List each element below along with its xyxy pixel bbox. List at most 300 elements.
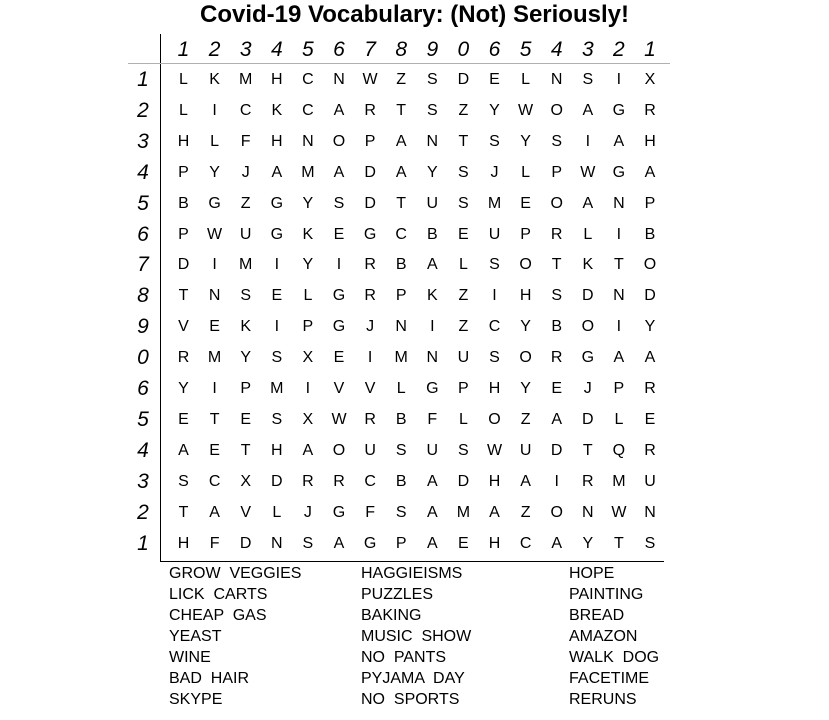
grid-letter: I	[616, 318, 622, 336]
grid-letter: C	[488, 318, 501, 336]
grid-letter: N	[426, 132, 439, 150]
column-header: 9	[426, 38, 439, 61]
grid-letter: T	[614, 256, 624, 274]
grid-letter: B	[644, 225, 656, 243]
grid-letter: Y	[302, 194, 314, 212]
grid-letter: V	[333, 380, 345, 397]
grid-letter: H	[644, 132, 656, 150]
row-header: 0	[137, 346, 149, 370]
column-header: 1	[177, 38, 190, 61]
grid-letter: E	[458, 534, 469, 552]
grid-letter: L	[521, 71, 531, 88]
row-header: 4	[137, 160, 149, 184]
grid-letter: H	[271, 132, 283, 150]
column-header: 6	[333, 38, 345, 61]
grid-letter: S	[551, 287, 563, 305]
grid-letter: A	[551, 534, 563, 552]
grid-letter: P	[364, 132, 376, 150]
grid-letter: U	[426, 441, 439, 459]
grid-letter: Z	[520, 410, 531, 428]
grid-letter: G	[270, 225, 284, 243]
grid-letter: M	[487, 194, 502, 212]
grid-letter: C	[208, 472, 221, 490]
grid-letter: S	[551, 132, 563, 150]
grid-letter: G	[426, 380, 439, 397]
grid-letter: G	[208, 194, 221, 212]
grid-letter: V	[364, 380, 376, 397]
grid-letter: O	[332, 132, 346, 150]
word-list-item: YEAST	[169, 628, 222, 645]
grid-letter: N	[550, 71, 563, 88]
grid-letter: O	[550, 101, 563, 119]
grid-letter: E	[644, 410, 656, 428]
grid-letter: Y	[302, 256, 314, 274]
grid-letter: I	[492, 287, 497, 305]
grid-letter: U	[457, 349, 470, 367]
grid-letter: K	[302, 225, 314, 243]
word-list-item: AMAZON	[569, 628, 638, 645]
grid-letter: W	[611, 503, 627, 521]
grid-letter: P	[551, 163, 563, 181]
grid-letter: A	[644, 163, 656, 181]
grid-letter: R	[582, 472, 594, 490]
grid-letter: Y	[520, 132, 531, 150]
grid-letter: A	[271, 163, 283, 181]
grid-letter: S	[458, 194, 469, 212]
word-list-item: LICK CARTS	[169, 586, 268, 603]
grid-letter: R	[302, 472, 314, 490]
grid-letter: R	[364, 410, 376, 428]
grid-letter: M	[207, 349, 222, 367]
grid-letter: S	[582, 71, 594, 88]
grid-letter: C	[302, 101, 314, 119]
grid-letter: L	[521, 163, 531, 181]
grid-letter: Z	[458, 287, 469, 305]
grid-letter: X	[302, 410, 314, 428]
grid-letter: I	[274, 256, 280, 274]
grid-letter: A	[395, 163, 407, 181]
grid-letter: A	[426, 256, 438, 274]
grid-letter: B	[395, 410, 407, 428]
grid-letter: L	[179, 101, 188, 119]
word-list-item: PAINTING	[569, 586, 644, 603]
grid-letter: Y	[644, 318, 656, 336]
grid-letter: S	[426, 101, 438, 119]
grid-letter: N	[395, 318, 407, 336]
grid-vertical-rule	[160, 34, 161, 562]
grid-letter: E	[333, 225, 345, 243]
column-header: 4	[550, 38, 563, 61]
grid-letter: I	[212, 256, 217, 274]
grid-letter: C	[302, 71, 314, 88]
column-header: 5	[519, 38, 532, 61]
grid-letter: W	[486, 441, 503, 459]
grid-letter: A	[644, 349, 656, 367]
grid-letter: K	[582, 256, 594, 274]
grid-letter: Y	[209, 163, 220, 181]
grid-letter: S	[489, 256, 500, 274]
grid-letter: J	[490, 163, 499, 181]
grid-letter: E	[520, 194, 531, 212]
grid-letter: A	[333, 534, 345, 552]
grid-letter: E	[209, 318, 220, 336]
grid-letter: V	[240, 503, 252, 521]
grid-letter: C	[519, 534, 532, 552]
grid-letter: I	[274, 318, 280, 336]
grid-letter: R	[333, 472, 345, 490]
row-header: 8	[137, 284, 149, 308]
grid-letter: D	[271, 472, 283, 490]
grid-letter: A	[613, 349, 625, 367]
grid-letter: N	[333, 71, 345, 88]
grid-letter: D	[644, 287, 656, 305]
grid-letter: D	[582, 287, 594, 305]
word-list-item: HOPE	[569, 565, 615, 582]
grid-letter: D	[177, 256, 190, 274]
grid-letter: U	[239, 225, 252, 243]
grid-letter: N	[271, 534, 283, 552]
grid-letter: D	[364, 194, 376, 212]
row-header: 6	[137, 377, 149, 400]
grid-letter: Y	[520, 318, 531, 336]
grid-letter: R	[550, 349, 563, 367]
grid-letter: P	[178, 163, 189, 181]
grid-letter: M	[394, 349, 408, 367]
grid-letter: I	[585, 132, 591, 150]
grid-letter: S	[458, 441, 469, 459]
grid-letter: I	[430, 318, 435, 336]
grid-letter: J	[366, 318, 375, 336]
grid-letter: Z	[458, 318, 469, 336]
grid-letter: F	[427, 410, 438, 428]
grid-letter: A	[582, 101, 594, 119]
row-header: 5	[137, 407, 149, 431]
grid-letter: W	[331, 410, 347, 428]
grid-letter: H	[271, 441, 283, 459]
row-header: 9	[137, 315, 149, 339]
grid-letter: E	[209, 441, 220, 459]
grid-letter: T	[209, 410, 220, 428]
grid-letter: T	[178, 287, 189, 305]
page-title: Covid-19 Vocabulary: (Not) Seriously!	[200, 1, 629, 28]
grid-letter: X	[644, 71, 656, 88]
grid-letter: Z	[396, 71, 407, 88]
word-list-item: NO PANTS	[361, 649, 447, 666]
word-list-item: SKYPE	[169, 691, 223, 708]
row-header: 2	[137, 500, 149, 524]
grid-letter: W	[518, 101, 534, 119]
row-header: 1	[137, 531, 149, 555]
grid-letter: A	[520, 472, 531, 490]
column-header: 0	[457, 38, 470, 61]
grid-letter: S	[644, 534, 656, 552]
grid-letter: E	[489, 71, 500, 88]
grid-letter: E	[271, 287, 283, 305]
grid-letter: Z	[458, 101, 469, 119]
grid-letter: Y	[426, 163, 438, 181]
grid-letter: Y	[520, 380, 531, 397]
grid-letter: A	[333, 163, 345, 181]
grid-letter: I	[554, 472, 559, 490]
grid-letter: S	[271, 349, 283, 367]
grid-letter: S	[489, 132, 500, 150]
grid-letter: C	[239, 101, 252, 119]
grid-letter: N	[426, 349, 439, 367]
grid-letter: F	[240, 132, 251, 150]
column-header: 4	[270, 38, 283, 61]
grid-letter: D	[582, 410, 594, 428]
grid-letter: A	[613, 132, 625, 150]
grid-letter: W	[362, 71, 378, 88]
grid-letter: J	[303, 503, 312, 521]
grid-letter: M	[456, 503, 471, 521]
grid-letter: Y	[240, 349, 252, 367]
grid-letter: Y	[582, 534, 594, 552]
grid-letter: R	[177, 349, 190, 367]
grid-letter: I	[305, 380, 311, 397]
column-header: 7	[364, 38, 376, 61]
grid-letter: A	[395, 132, 407, 150]
grid-letter: S	[271, 410, 283, 428]
grid-letter: Y	[178, 380, 189, 397]
grid-letter: G	[332, 503, 346, 521]
row-header: 1	[137, 68, 149, 91]
word-list-item: RERUNS	[569, 691, 637, 708]
grid-letter: T	[240, 441, 251, 459]
grid-letter: H	[488, 534, 501, 552]
word-list-item: NO SPORTS	[361, 691, 460, 708]
grid-letter: L	[303, 287, 313, 305]
grid-letter: D	[457, 71, 470, 88]
grid-letter: A	[489, 503, 500, 521]
grid-letter: F	[365, 503, 375, 521]
grid-letter: Y	[489, 101, 500, 119]
grid-letter: O	[550, 503, 563, 521]
row-header: 2	[137, 98, 149, 122]
grid-letter: V	[178, 318, 189, 336]
grid-letter: T	[396, 194, 407, 212]
grid-letter: I	[367, 349, 373, 367]
grid-letter: P	[458, 380, 469, 397]
grid-letter: R	[364, 101, 376, 119]
word-list-item: PYJAMA DAY	[361, 670, 465, 687]
grid-letter: P	[644, 194, 656, 212]
column-header: 3	[239, 38, 252, 61]
grid-letter: W	[580, 163, 596, 181]
grid-letter: A	[209, 503, 220, 521]
grid-letter: S	[240, 287, 252, 305]
grid-letter: U	[644, 472, 656, 490]
grid-letter: N	[613, 287, 625, 305]
grid-letter: T	[582, 441, 593, 459]
grid-letter: G	[363, 225, 377, 243]
grid-letter: U	[364, 441, 376, 459]
grid-letter: T	[458, 132, 469, 150]
grid-letter: P	[613, 380, 625, 397]
column-header: 2	[613, 38, 625, 61]
grid-letter: E	[333, 349, 345, 367]
grid-letter: N	[644, 503, 656, 521]
grid-letter: C	[364, 472, 376, 490]
grid-letter: C	[395, 225, 407, 243]
grid-letter: B	[551, 318, 563, 336]
grid-letter: M	[612, 472, 626, 490]
row-header: 4	[137, 438, 149, 462]
row-header: 5	[137, 191, 149, 215]
word-list-item: BAD HAIR	[169, 670, 250, 687]
grid-letter: G	[332, 318, 346, 336]
word-list-item: WALK DOG	[569, 649, 660, 666]
column-header: 6	[488, 38, 501, 61]
grid-letter: M	[239, 256, 253, 274]
row-header: 7	[137, 253, 149, 277]
grid-letter: W	[207, 225, 223, 243]
grid-letter: O	[643, 256, 657, 274]
grid-letter: Q	[612, 441, 626, 459]
grid-letter: H	[519, 287, 532, 305]
word-list-item: BAKING	[361, 607, 422, 624]
grid-letter: H	[488, 472, 501, 490]
grid-letter: G	[363, 534, 377, 552]
grid-letter: Z	[520, 503, 531, 521]
grid-letter: O	[519, 349, 532, 367]
grid-letter: B	[178, 194, 189, 212]
grid-letter: S	[178, 472, 189, 490]
grid-letter: P	[178, 225, 189, 243]
word-list-item: WINE	[169, 649, 211, 666]
grid-letter: N	[208, 287, 221, 305]
grid-letter: I	[616, 225, 622, 243]
grid-letter: B	[395, 472, 407, 490]
grid-letter: F	[209, 534, 220, 552]
grid-letter: O	[581, 318, 595, 336]
grid-letter: I	[212, 380, 217, 397]
grid-letter: S	[395, 441, 407, 459]
grid-letter: R	[550, 225, 563, 243]
grid-letter: I	[616, 71, 622, 88]
grid-letter: M	[301, 163, 315, 181]
column-header: 2	[208, 38, 221, 61]
grid-letter: O	[332, 441, 346, 459]
grid-letter: P	[395, 287, 407, 305]
grid-letter: A	[426, 534, 438, 552]
grid-letter: P	[520, 225, 531, 243]
grid-letter: E	[240, 410, 252, 428]
grid-letter: D	[550, 441, 563, 459]
column-header: 1	[644, 38, 656, 61]
grid-letter: K	[271, 101, 283, 119]
row-header: 3	[137, 469, 149, 493]
grid-letter: T	[178, 503, 189, 521]
grid-letter: D	[364, 163, 376, 181]
grid-letter: A	[333, 101, 345, 119]
grid-letter: X	[240, 472, 252, 490]
grid-letter: B	[426, 225, 438, 243]
grid-letter: N	[582, 503, 594, 521]
grid-letter: S	[333, 194, 345, 212]
grid-letter: P	[395, 534, 407, 552]
grid-letter: G	[332, 287, 346, 305]
grid-letter: T	[551, 256, 562, 274]
column-header: 8	[395, 38, 408, 61]
column-header: 5	[302, 38, 314, 61]
grid-letter: U	[426, 194, 439, 212]
grid-letter: L	[583, 225, 593, 243]
grid-bottom-rule	[160, 561, 664, 562]
grid-letter: L	[210, 132, 220, 150]
grid-letter: L	[272, 503, 282, 521]
grid-letter: A	[178, 441, 189, 459]
grid-letter: R	[364, 287, 376, 305]
grid-letter: H	[177, 132, 190, 150]
word-list-item: GROW VEGGIES	[169, 565, 302, 582]
grid-letter: A	[426, 472, 438, 490]
grid-letter: L	[179, 71, 188, 88]
row-header: 3	[137, 129, 149, 153]
word-list-item: FACETIME	[569, 670, 650, 687]
grid-letter: N	[302, 132, 314, 150]
grid-letter: O	[488, 410, 501, 428]
grid-letter: A	[302, 441, 314, 459]
grid-letter: R	[644, 441, 656, 459]
grid-letter: J	[583, 380, 592, 397]
grid-letter: K	[209, 71, 220, 88]
grid-letter: U	[488, 225, 501, 243]
grid-letter: G	[581, 349, 595, 367]
grid-letter: K	[240, 318, 252, 336]
grid-letter: I	[336, 256, 342, 274]
grid-letter: J	[241, 163, 250, 181]
grid-letter: S	[426, 71, 438, 88]
grid-letter: U	[519, 441, 532, 459]
grid-letter: M	[270, 380, 284, 397]
grid-letter: A	[551, 410, 563, 428]
grid-letter: Z	[240, 194, 251, 212]
grid-letter: T	[614, 534, 624, 552]
grid-letter: S	[302, 534, 314, 552]
grid-letter: A	[582, 194, 594, 212]
grid-letter: D	[457, 472, 470, 490]
grid-letter: D	[239, 534, 252, 552]
grid-letter: S	[458, 163, 469, 181]
grid-letter: G	[270, 194, 284, 212]
grid-letter: O	[519, 256, 532, 274]
grid-letter: A	[426, 503, 438, 521]
grid-letter: X	[302, 349, 314, 367]
grid-letter: T	[396, 101, 407, 119]
grid-letter: B	[395, 256, 407, 274]
grid-letter: G	[612, 163, 626, 181]
grid-letter: N	[613, 194, 625, 212]
grid-letter: L	[396, 380, 406, 397]
grid-letter: S	[395, 503, 407, 521]
grid-letter: L	[458, 256, 468, 274]
grid-letter: I	[212, 101, 217, 119]
grid-letter: E	[178, 410, 189, 428]
grid-letter: L	[614, 410, 624, 428]
grid-letter: E	[551, 380, 563, 397]
grid-letter: S	[489, 349, 500, 367]
grid-letter: H	[488, 380, 501, 397]
grid-letter: H	[177, 534, 190, 552]
grid-letter: P	[302, 318, 314, 336]
word-list-item: PUZZLES	[361, 586, 434, 603]
grid-letter: R	[364, 256, 376, 274]
grid-letter: L	[458, 410, 468, 428]
grid-letter: R	[644, 380, 656, 397]
column-header: 3	[581, 38, 594, 61]
grid-letter: R	[644, 101, 656, 119]
